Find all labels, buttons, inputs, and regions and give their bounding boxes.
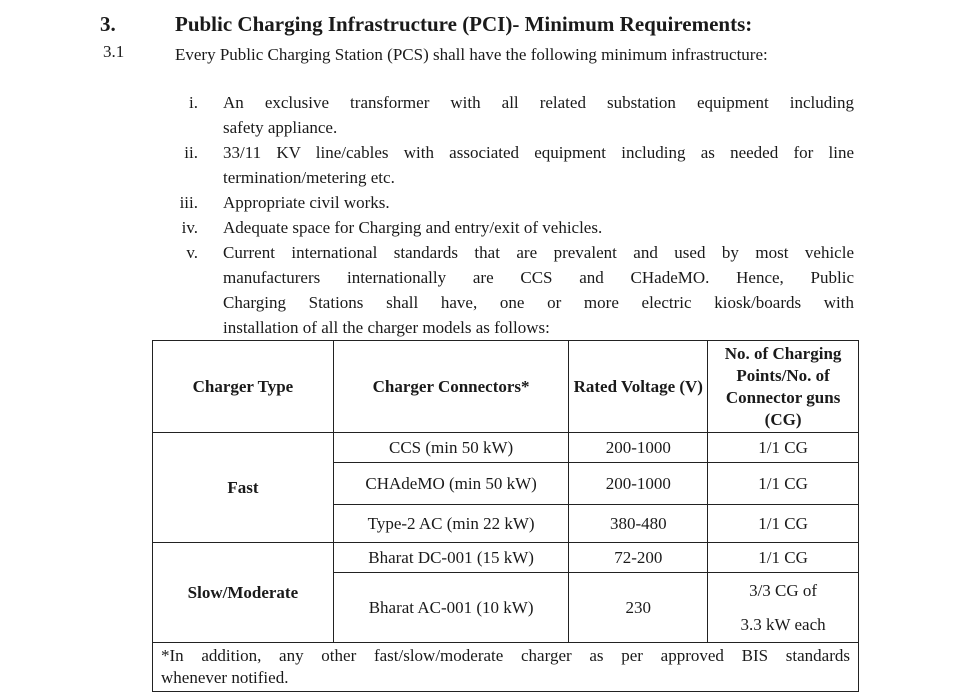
connector-cell: CHAdeMO (min 50 kW) xyxy=(333,463,569,505)
voltage-cell: 200-1000 xyxy=(569,433,708,463)
connector-cell: Bharat DC-001 (15 kW) xyxy=(333,543,569,573)
points-cell: 1/1 CG xyxy=(708,433,859,463)
table-note-row xyxy=(153,643,859,692)
paragraph-text: Every Public Charging Station (PCS) shall have the following minimum infrastructure: xyxy=(175,45,768,64)
group-type-fast: Fast xyxy=(153,433,334,543)
list-item-number: ii. xyxy=(184,143,198,162)
list-item-number: iii. xyxy=(179,193,198,212)
points-cell: 1/1 CG xyxy=(708,543,859,573)
list-item-number: iv. xyxy=(181,218,198,237)
header-charger-connectors: Charger Connectors* xyxy=(333,341,569,433)
section-number: 3. xyxy=(100,12,116,36)
points-cell: 1/1 CG xyxy=(708,505,859,543)
connector-cell: Type-2 AC (min 22 kW) xyxy=(333,505,569,543)
charger-table xyxy=(152,340,859,692)
list-item-number: v. xyxy=(186,243,198,262)
voltage-cell: 200-1000 xyxy=(569,463,708,505)
points-cell: 1/1 CG xyxy=(708,463,859,505)
voltage-cell: 72-200 xyxy=(569,543,708,573)
list-item-text: Appropriate civil works. xyxy=(223,193,390,212)
table-footnote: *In addition, any other fast/slow/moderate charger as per approved BIS standards whenever notified. xyxy=(153,643,859,692)
connector-cell: CCS (min 50 kW) xyxy=(333,433,569,463)
table-row xyxy=(153,543,859,573)
connector-cell: Bharat AC-001 (10 kW) xyxy=(333,573,569,643)
list-item-text: Adequate space for Charging and entry/exit of vehicles. xyxy=(223,218,603,237)
list-item-text: Current international standards that are prevalent and used by most vehicle manufacturers internationally are CCS and CHadeMO. Hence, Public Charging Stations shall have, one or more electric kiosk/boards with installation of all the charger models as follows: xyxy=(223,243,854,337)
table-row xyxy=(153,433,859,463)
section-title: Public Charging Infrastructure (PCI)- Minimum Requirements: xyxy=(175,12,753,36)
header-charging-points: No. of Charging Points/No. of Connector guns (CG) xyxy=(708,341,859,433)
table-header-row xyxy=(153,341,859,433)
list-item-number: i. xyxy=(189,93,198,112)
header-rated-voltage: Rated Voltage (V) xyxy=(569,341,708,433)
voltage-cell: 230 xyxy=(569,573,708,643)
paragraph-number: 3.1 xyxy=(103,42,125,61)
group-type-slow-moderate: Slow/Moderate xyxy=(153,543,334,643)
voltage-cell: 380-480 xyxy=(569,505,708,543)
list-item-text: 33/11 KV line/cables with associated equipment including as needed for line termination/metering etc. xyxy=(223,143,854,187)
header-charger-type: Charger Type xyxy=(153,341,334,433)
points-cell: 3/3 CG of 3.3 kW each xyxy=(708,573,859,643)
list-item-text: An exclusive transformer with all related substation equipment including safety appliance. xyxy=(223,93,854,137)
